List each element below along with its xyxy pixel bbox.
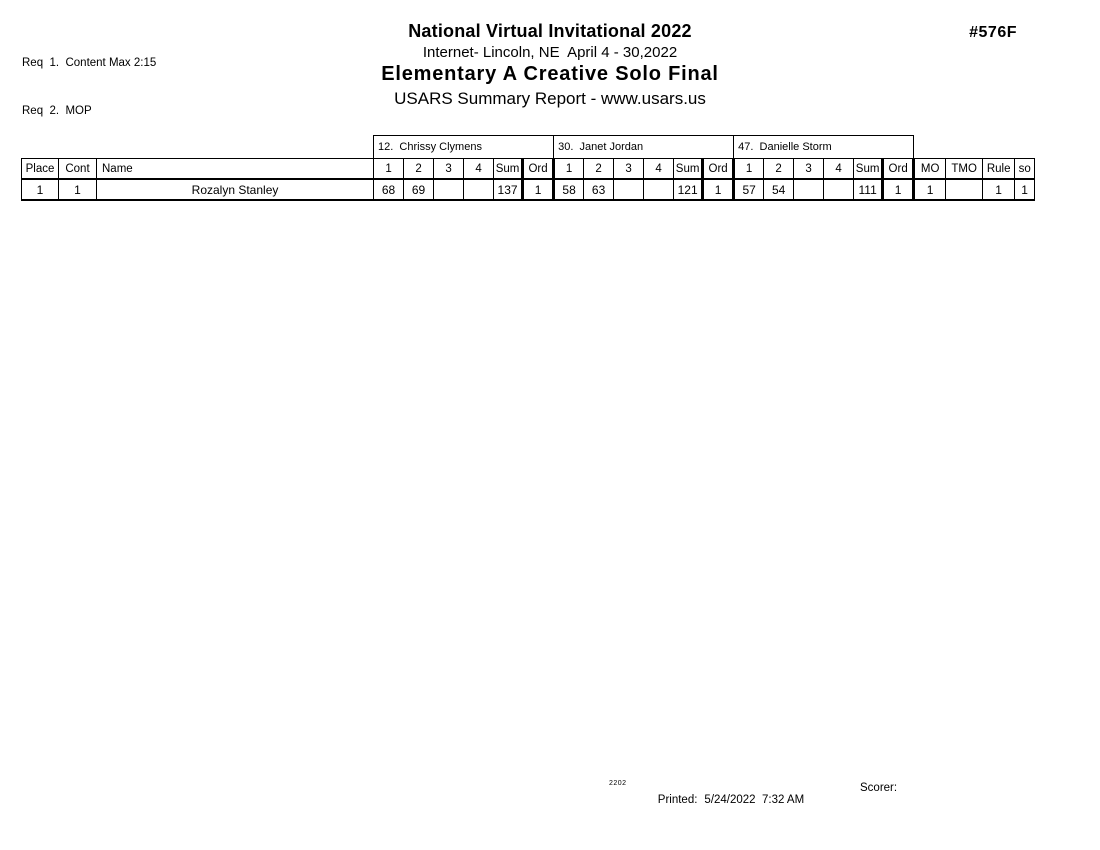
software-version-mark: 2202 [609,780,627,787]
col-header-rule: Rule [983,159,1015,180]
j1-score1-cell: 68 [374,179,404,200]
j3-score3-cell [794,179,824,200]
col-header-j1-score4: 4 [464,159,494,180]
col-header-j1-score3: 3 [434,159,464,180]
printed-label: Printed: [657,794,698,806]
j3-score2-cell: 54 [764,179,794,200]
col-header-j2-score2: 2 [584,159,614,180]
col-header-j1-ord: Ord [523,159,554,180]
so-cell: 1 [1015,179,1035,200]
col-header-j1-score2: 2 [404,159,434,180]
col-header-cont: Cont [59,159,97,180]
place-cell: 1 [22,179,59,200]
j2-sum-cell: 121 [674,179,703,200]
col-header-j3-score4: 4 [824,159,854,180]
col-header-j2-score3: 3 [614,159,644,180]
col-header-j2-score1: 1 [554,159,584,180]
printed-line [645,782,804,818]
j3-score4-cell [824,179,854,200]
event-title: National Virtual Invitational 2022 [408,21,692,41]
judge-2-name: 30. Janet Jordan [554,136,734,159]
report-title: USARS Summary Report - www.usars.us [394,89,706,108]
title-block [0,21,1100,109]
printed-timestamp: 5/24/2022 7:32 AM [704,794,805,806]
col-header-name: Name [97,159,374,180]
rule-cell: 1 [983,179,1015,200]
req-line-1: Req 1. Content Max 2:15 [22,57,157,69]
judge-1-name: 12. Chrissy Clymens [374,136,554,159]
cont-cell: 1 [59,179,97,200]
j1-ord-cell: 1 [523,179,554,200]
judge-row-spacer-left [22,136,374,159]
j2-score4-cell [644,179,674,200]
col-header-tmo: TMO [946,159,983,180]
col-header-j3-ord: Ord [883,159,914,180]
col-header-j1-score1: 1 [374,159,404,180]
judge-3-name: 47. Danielle Storm [734,136,914,159]
event-location: Internet- Lincoln, NE April 4 - 30,2022 [422,44,678,61]
j2-ord-cell: 1 [703,179,734,200]
j2-score1-cell: 58 [554,179,584,200]
j1-score4-cell [464,179,494,200]
col-header-mo: MO [914,159,946,180]
col-header-j2-sum: Sum [674,159,703,180]
col-header-j1-sum: Sum [494,159,523,180]
col-header-j3-sum: Sum [854,159,883,180]
col-header-j2-ord: Ord [703,159,734,180]
judge-header-row [22,136,1035,159]
col-header-place: Place [22,159,59,180]
report-number: #576F [969,24,1017,41]
scorer-label: Scorer: [860,782,898,794]
result-row [22,179,1035,200]
tmo-cell [946,179,983,200]
j3-sum-cell: 111 [854,179,883,200]
column-header-row [22,159,1035,180]
skater-name-cell: Rozalyn Stanley [97,179,374,200]
mo-cell: 1 [914,179,946,200]
division-title: Elementary A Creative Solo Final [381,63,719,85]
j1-score2-cell: 69 [404,179,434,200]
j2-score3-cell [614,179,644,200]
col-header-so: so [1015,159,1035,180]
req-line-2: Req 2. MOP [22,105,92,117]
col-header-j3-score1: 1 [734,159,764,180]
j2-score2-cell: 63 [584,179,614,200]
j3-ord-cell: 1 [883,179,914,200]
col-header-j3-score2: 2 [764,159,794,180]
col-header-j3-score3: 3 [794,159,824,180]
judge-row-spacer-right [914,136,1035,159]
results-table [21,135,1035,201]
j1-score3-cell [434,179,464,200]
j3-score1-cell: 57 [734,179,764,200]
j1-sum-cell: 137 [494,179,523,200]
col-header-j2-score4: 4 [644,159,674,180]
